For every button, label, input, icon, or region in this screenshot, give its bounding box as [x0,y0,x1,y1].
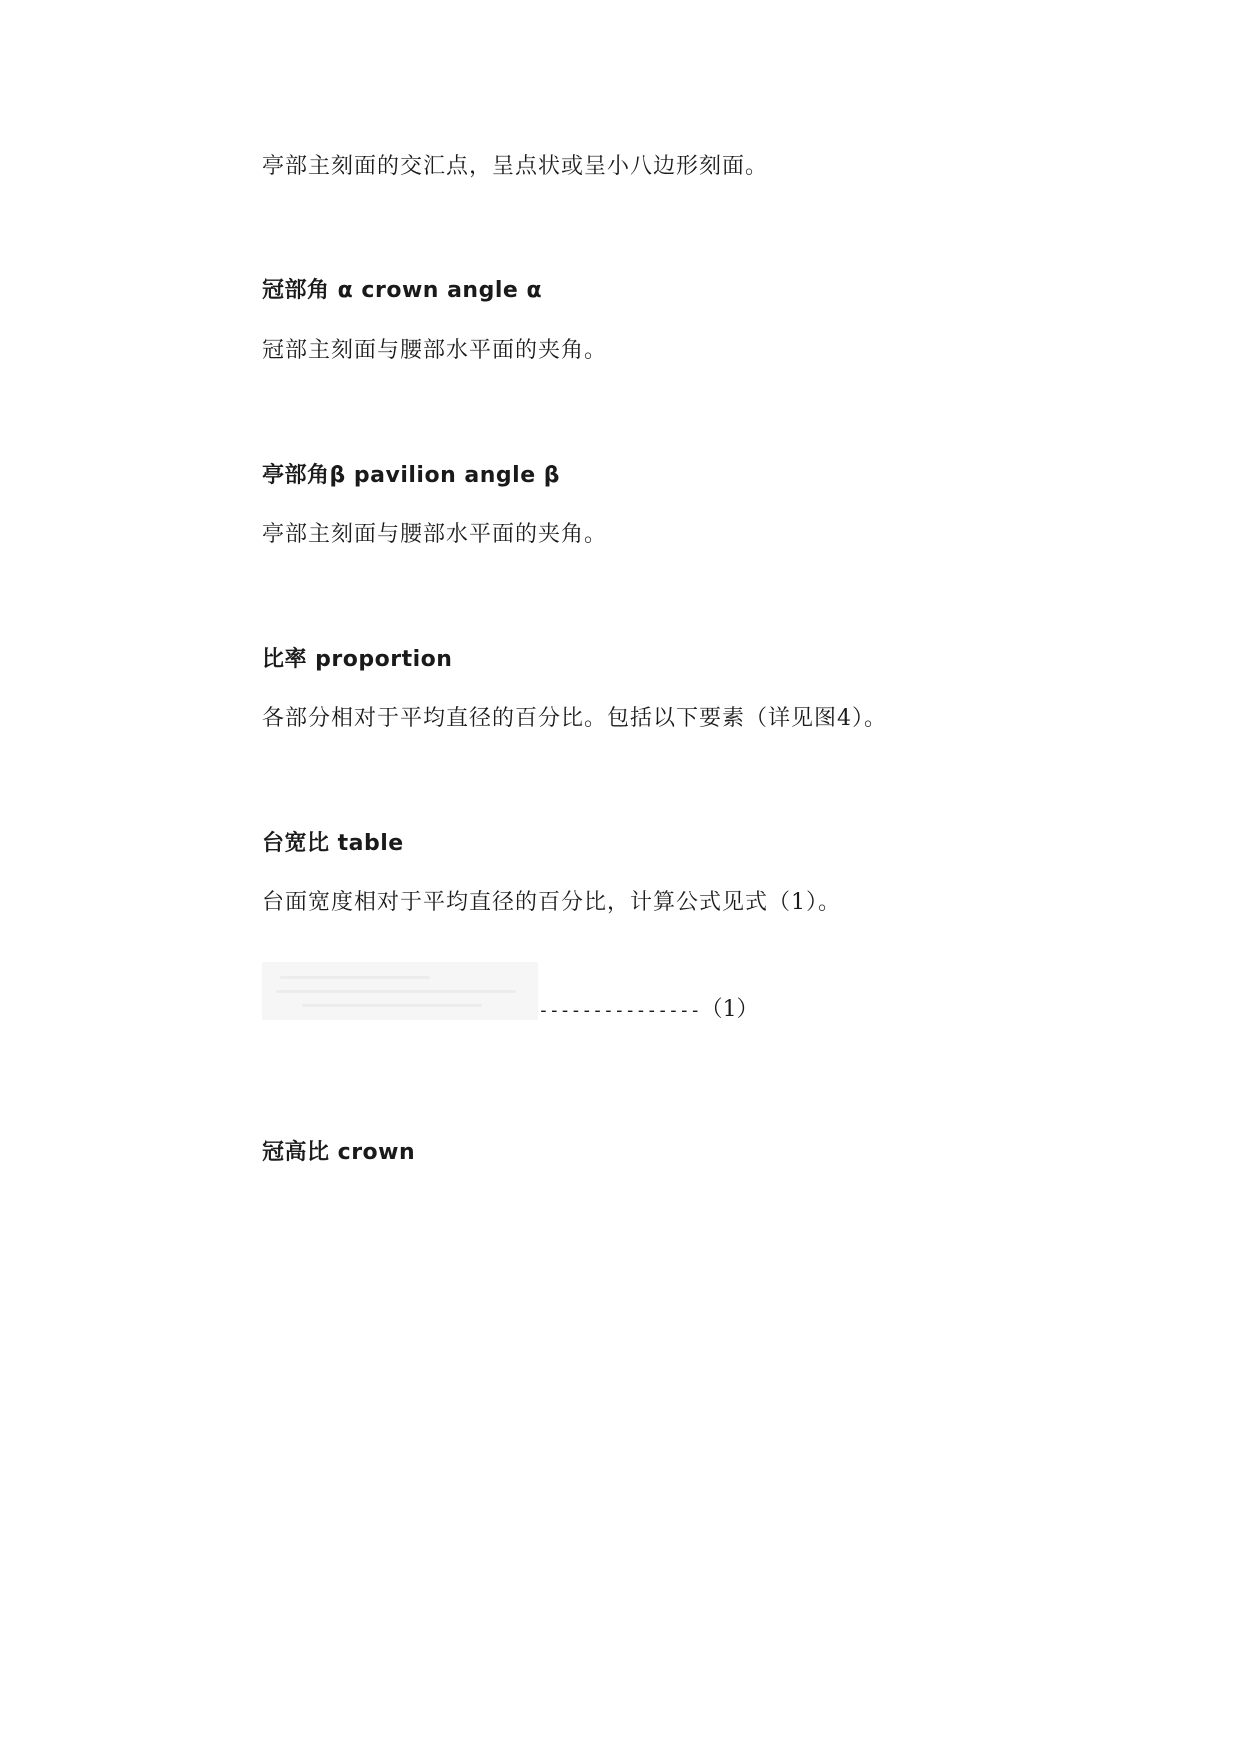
paragraph-proportion-definition: 各部分相对于平均直径的百分比。包括以下要素（详见图4）。 [262,706,887,731]
paragraph-table-definition: 台面宽度相对于平均直径的百分比，计算公式见式（1）。 [262,890,841,915]
paragraph-culet-definition: 亭部主刻面的交汇点，呈点状或呈小八边形刻面。 [262,154,769,179]
term-table: 台宽比 table [262,831,404,856]
equation-dash-leader: --------------- [538,1000,701,1021]
term-crown-angle: 冠部角 α crown angle α [262,278,543,303]
term-pavilion-angle: 亭部角β pavilion angle β [262,463,561,488]
equation-1 [262,962,822,1020]
equation-number: （1） [700,997,759,1022]
term-proportion: 比率 proportion [262,647,453,672]
paragraph-pavilion-angle-definition: 亭部主刻面与腰部水平面的夹角。 [262,522,608,547]
paragraph-crown-angle-definition: 冠部主刻面与腰部水平面的夹角。 [262,338,608,363]
equation-leader [538,997,759,1022]
term-crown-height: 冠高比 crown [262,1140,416,1165]
formula-image [262,962,538,1020]
